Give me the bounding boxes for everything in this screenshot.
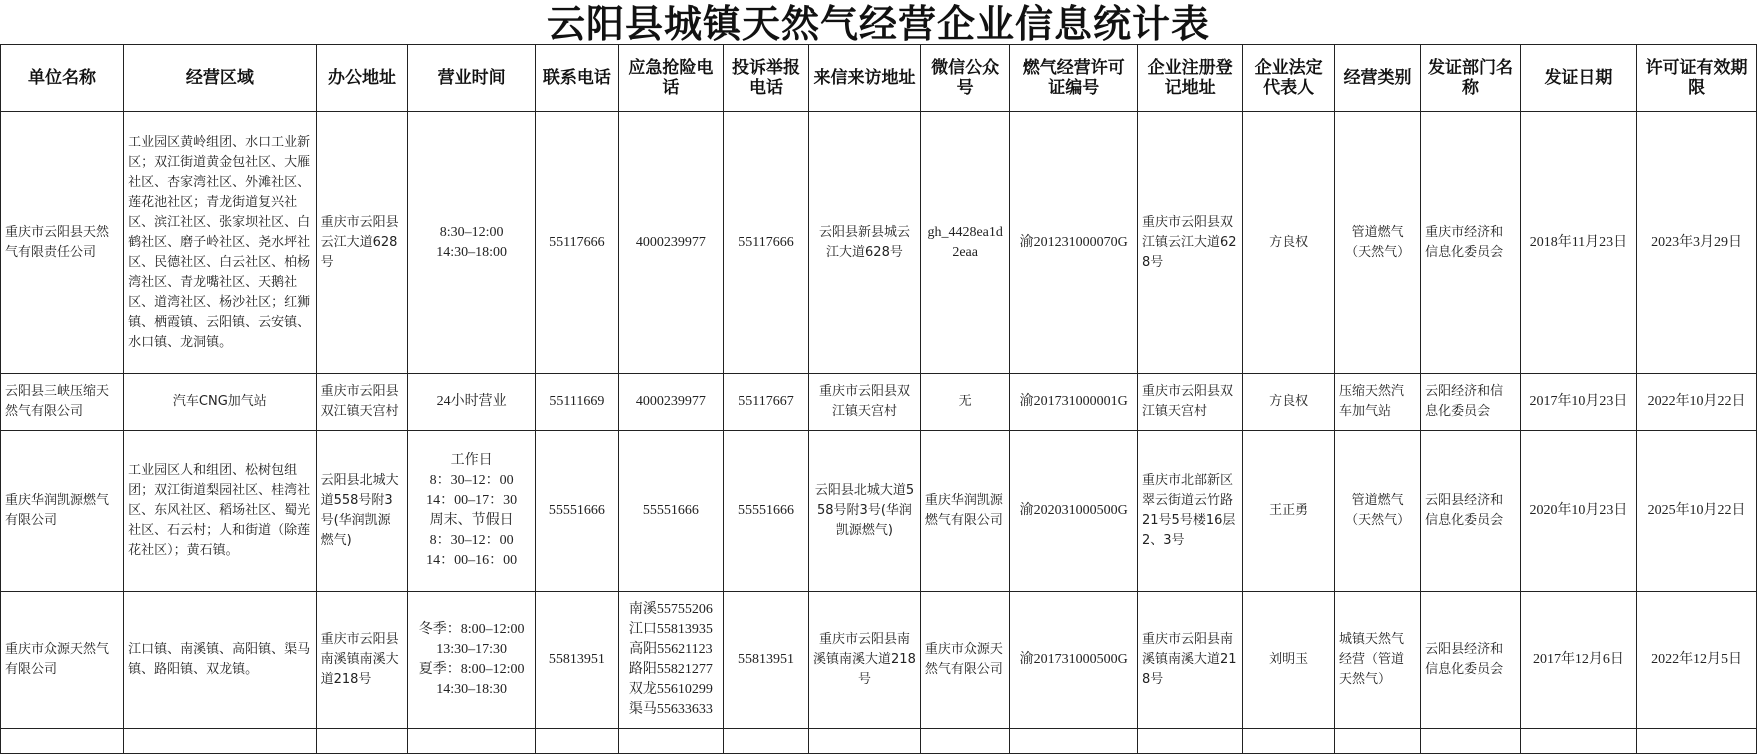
company-name: 重庆市众源天然气有限公司 bbox=[1, 592, 124, 729]
registered-address: 重庆市云阳县南溪镇南溪大道218号 bbox=[1138, 592, 1243, 729]
table-cell bbox=[618, 729, 723, 754]
contact-phone: 55117666 bbox=[535, 112, 618, 374]
license-validity: 2022年10月22日 bbox=[1637, 374, 1757, 431]
issuing-department: 云阳县经济和信息化委员会 bbox=[1421, 592, 1521, 729]
header-cell: 企业注册登记地址 bbox=[1138, 45, 1243, 112]
header-row bbox=[1, 45, 1757, 112]
office-address: 重庆市云阳县云江大道628号 bbox=[316, 112, 408, 374]
complaint-phone: 55551666 bbox=[723, 431, 808, 592]
table-row bbox=[1, 592, 1757, 729]
license-number: 渝201731000500G bbox=[1010, 592, 1138, 729]
table-cell bbox=[316, 729, 408, 754]
table-cell bbox=[1421, 729, 1521, 754]
license-number: 渝202031000500G bbox=[1010, 431, 1138, 592]
wechat-account: 重庆华润凯源燃气有限公司 bbox=[920, 431, 1010, 592]
table-cell bbox=[1334, 729, 1420, 754]
issuing-department: 重庆市经济和信息化委员会 bbox=[1421, 112, 1521, 374]
table-cell bbox=[809, 729, 921, 754]
business-type: 城镇天然气经营（管道天然气） bbox=[1334, 592, 1420, 729]
company-name: 重庆市云阳县天然气有限责任公司 bbox=[1, 112, 124, 374]
header-cell: 企业法定代表人 bbox=[1243, 45, 1335, 112]
emergency-phone: 4000239977 bbox=[618, 374, 723, 431]
visit-address: 重庆市云阳县双江镇天宫村 bbox=[809, 374, 921, 431]
table-cell bbox=[408, 729, 536, 754]
service-area: 工业园区人和组团、松树包组团；双江街道梨园社区、桂湾社区、东风社区、稻场社区、蜀光社区、石云村；人和街道（除莲花社区）；黄石镇。 bbox=[124, 431, 316, 592]
business-hours: 工作日 8：30–12：00 14：00–17：30 周末、节假日 8：30–12：00 14：00–16：00 bbox=[408, 431, 536, 592]
company-name: 云阳县三峡压缩天然气有限公司 bbox=[1, 374, 124, 431]
header-cell: 联系电话 bbox=[535, 45, 618, 112]
registered-address: 重庆市云阳县双江镇云江大道628号 bbox=[1138, 112, 1243, 374]
license-validity: 2023年3月29日 bbox=[1637, 112, 1757, 374]
business-hours: 24小时营业 bbox=[408, 374, 536, 431]
issuing-department: 云阳经济和信息化委员会 bbox=[1421, 374, 1521, 431]
header-cell: 燃气经营许可证编号 bbox=[1010, 45, 1138, 112]
table-cell bbox=[1243, 729, 1335, 754]
business-type: 管道燃气（天然气） bbox=[1334, 112, 1420, 374]
table-row bbox=[1, 431, 1757, 592]
table-cell bbox=[1, 729, 124, 754]
license-validity: 2025年10月22日 bbox=[1637, 431, 1757, 592]
info-table bbox=[0, 44, 1757, 754]
emergency-phone: 南溪55755206 江口55813935 高阳55621123 路阳55821277 双龙55610299 渠马55633633 bbox=[618, 592, 723, 729]
service-area: 汽车CNG加气站 bbox=[124, 374, 316, 431]
table-cell bbox=[124, 729, 316, 754]
complaint-phone: 55117666 bbox=[723, 112, 808, 374]
emergency-phone: 4000239977 bbox=[618, 112, 723, 374]
table-row bbox=[1, 112, 1757, 374]
registered-address: 重庆市北部新区翠云街道云竹路21号5号楼16层2、3号 bbox=[1138, 431, 1243, 592]
contact-phone: 55813951 bbox=[535, 592, 618, 729]
header-cell: 单位名称 bbox=[1, 45, 124, 112]
issuing-department: 云阳县经济和信息化委员会 bbox=[1421, 431, 1521, 592]
business-hours: 8:30–12:00 14:30–18:00 bbox=[408, 112, 536, 374]
issue-date: 2020年10月23日 bbox=[1520, 431, 1636, 592]
wechat-account: gh_4428ea1d2eaa bbox=[920, 112, 1010, 374]
service-area: 工业园区黄岭组团、水口工业新区；双江街道黄金包社区、大雁社区、杏家湾社区、外滩社区、莲花池社区；青龙街道复兴社区、滨江社区、张家坝社区、白鹤社区、磨子岭社区、尧水坪社区、民德社区、白云社区、柏杨湾社区、青龙嘴社区、天鹅社区、道湾社区、杨沙社区；红狮镇、栖霞镇、云阳镇、云安镇、水口镇、龙洞镇。 bbox=[124, 112, 316, 374]
legal-representative: 方良权 bbox=[1243, 112, 1335, 374]
issue-date: 2017年12月6日 bbox=[1520, 592, 1636, 729]
header-cell: 办公地址 bbox=[316, 45, 408, 112]
legal-representative: 方良权 bbox=[1243, 374, 1335, 431]
header-cell: 微信公众号 bbox=[920, 45, 1010, 112]
business-type: 管道燃气（天然气） bbox=[1334, 431, 1420, 592]
table-row bbox=[1, 729, 1757, 754]
business-type: 压缩天然汽车加气站 bbox=[1334, 374, 1420, 431]
service-area: 江口镇、南溪镇、高阳镇、渠马镇、路阳镇、双龙镇。 bbox=[124, 592, 316, 729]
wechat-account: 无 bbox=[920, 374, 1010, 431]
table-cell bbox=[1010, 729, 1138, 754]
visit-address: 重庆市云阳县南溪镇南溪大道218号 bbox=[809, 592, 921, 729]
table-cell bbox=[1520, 729, 1636, 754]
license-number: 渝201231000070G bbox=[1010, 112, 1138, 374]
table-cell bbox=[1138, 729, 1243, 754]
company-name: 重庆华润凯源燃气有限公司 bbox=[1, 431, 124, 592]
header-cell: 发证部门名称 bbox=[1421, 45, 1521, 112]
visit-address: 云阳县北城大道558号附3号(华润凯源燃气) bbox=[809, 431, 921, 592]
registered-address: 重庆市云阳县双江镇天宫村 bbox=[1138, 374, 1243, 431]
issue-date: 2017年10月23日 bbox=[1520, 374, 1636, 431]
table-row bbox=[1, 374, 1757, 431]
office-address: 重庆市云阳县双江镇天宫村 bbox=[316, 374, 408, 431]
complaint-phone: 55117667 bbox=[723, 374, 808, 431]
table-cell bbox=[535, 729, 618, 754]
table-cell bbox=[920, 729, 1010, 754]
license-validity: 2022年12月5日 bbox=[1637, 592, 1757, 729]
header-cell: 经营类别 bbox=[1334, 45, 1420, 112]
header-cell: 许可证有效期限 bbox=[1637, 45, 1757, 112]
page-title: 云阳县城镇天然气经营企业信息统计表 bbox=[546, 1, 1210, 46]
table-cell bbox=[1637, 729, 1757, 754]
issue-date: 2018年11月23日 bbox=[1520, 112, 1636, 374]
table-cell bbox=[723, 729, 808, 754]
wechat-account: 重庆市众源天然气有限公司 bbox=[920, 592, 1010, 729]
header-cell: 发证日期 bbox=[1520, 45, 1636, 112]
license-number: 渝201731000001G bbox=[1010, 374, 1138, 431]
legal-representative: 刘明玉 bbox=[1243, 592, 1335, 729]
complaint-phone: 55813951 bbox=[723, 592, 808, 729]
office-address: 重庆市云阳县南溪镇南溪大道218号 bbox=[316, 592, 408, 729]
emergency-phone: 55551666 bbox=[618, 431, 723, 592]
contact-phone: 55111669 bbox=[535, 374, 618, 431]
visit-address: 云阳县新县城云江大道628号 bbox=[809, 112, 921, 374]
contact-phone: 55551666 bbox=[535, 431, 618, 592]
header-cell: 经营区域 bbox=[124, 45, 316, 112]
header-cell: 来信来访地址 bbox=[809, 45, 921, 112]
header-cell: 投诉举报电话 bbox=[723, 45, 808, 112]
header-cell: 应急抢险电话 bbox=[618, 45, 723, 112]
legal-representative: 王正勇 bbox=[1243, 431, 1335, 592]
business-hours: 冬季：8:00–12:00 13:30–17:30 夏季：8:00–12:00 14:30–18:30 bbox=[408, 592, 536, 729]
office-address: 云阳县北城大道558号附3号(华润凯源燃气) bbox=[316, 431, 408, 592]
header-cell: 营业时间 bbox=[408, 45, 536, 112]
